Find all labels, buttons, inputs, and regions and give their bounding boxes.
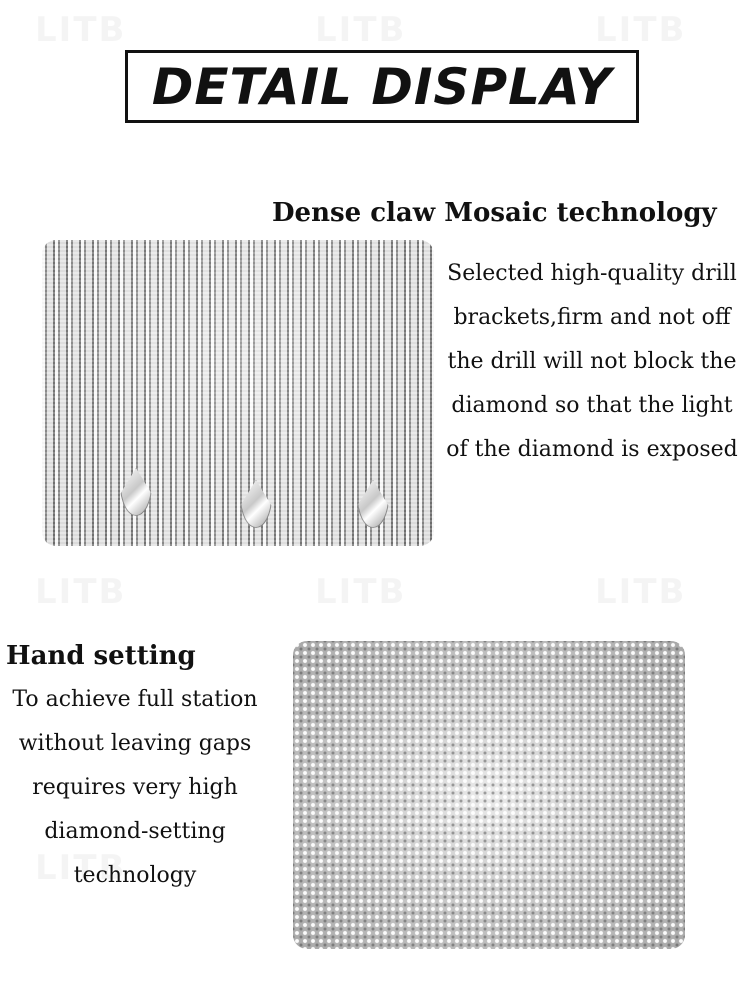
section1-line: brackets,firm and not off xyxy=(453,305,731,330)
section1-line: of the diamond is exposed xyxy=(446,437,738,462)
title-banner xyxy=(125,50,639,123)
section1-line: diamond so that the light xyxy=(451,393,733,418)
section2-line: requires very high xyxy=(32,775,238,800)
section2-line: To achieve full station xyxy=(12,687,258,712)
dense-claw-rhinestone-photo xyxy=(42,240,434,546)
section1-description xyxy=(438,252,746,472)
page-title: DETAIL DISPLAY xyxy=(151,57,613,116)
watermark-logo xyxy=(595,572,686,612)
watermark-logo xyxy=(315,10,406,50)
hand-set-rhinestone-photo xyxy=(293,641,685,949)
watermark-logo xyxy=(595,10,686,50)
section1-line: the drill will not block the xyxy=(447,349,737,374)
watermark-logo xyxy=(35,572,126,612)
crystal-teardrop xyxy=(240,480,272,528)
section2-heading: Hand setting xyxy=(6,641,196,671)
crystal-teardrop xyxy=(357,480,389,528)
crystal-teardrop xyxy=(120,468,152,516)
section2-description xyxy=(2,678,268,898)
section2-line: diamond-setting xyxy=(44,819,226,844)
watermark-logo xyxy=(315,572,406,612)
section1-line: Selected high-quality drill xyxy=(447,261,737,286)
section2-line: without leaving gaps xyxy=(18,731,252,756)
watermark-logo xyxy=(35,10,126,50)
section1-heading: Dense claw Mosaic technology xyxy=(272,198,717,228)
section2-line: technology xyxy=(73,863,197,888)
